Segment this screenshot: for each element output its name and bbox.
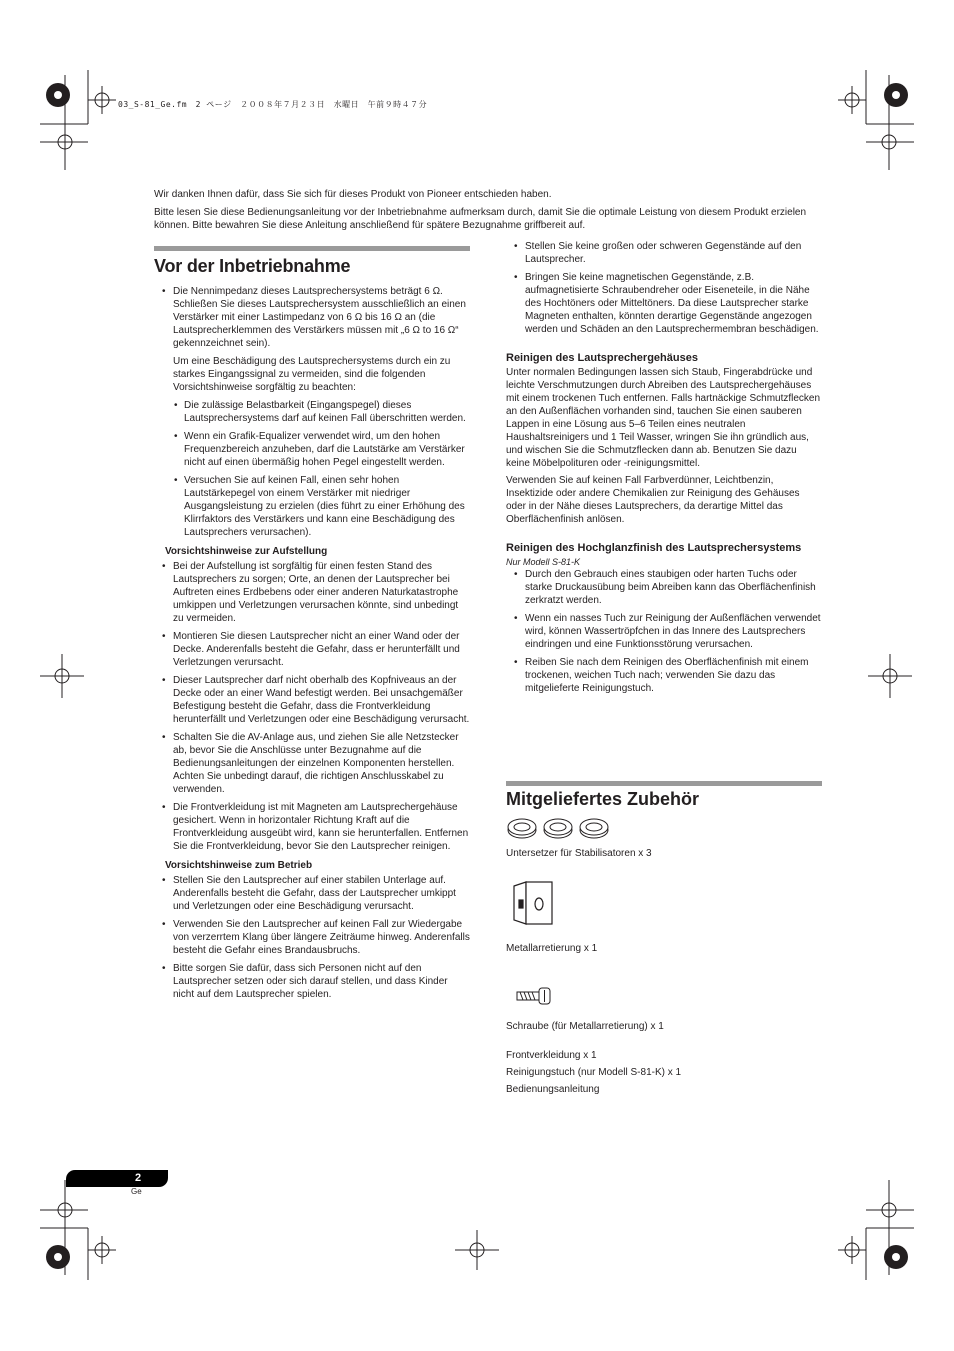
subsection-title: Reinigen des Lautsprechergehäuses xyxy=(506,352,698,364)
right-column xyxy=(506,240,822,700)
accessory-label: Metallarretierung x 1 xyxy=(506,943,598,954)
intro xyxy=(154,188,822,237)
accessory-label: Bedienungsanleitung xyxy=(506,1084,600,1095)
stabilizer-pads-icon xyxy=(506,816,610,840)
list-item: • Verwenden Sie den Lautsprecher auf keinen Fall zur Wiedergabe von verzerrtem Klang über längere Zeiträume hinweg. Anderenfalls besteht die Gefahr eines Brandausbruchs. xyxy=(154,918,470,957)
accessory-label: Frontverkleidung x 1 xyxy=(506,1050,597,1061)
left-column xyxy=(154,246,470,1006)
accessory-label: Reinigungstuch (nur Modell S-81-K) x 1 xyxy=(506,1067,682,1078)
paragraph: Verwenden Sie auf keinen Fall Farbverdünner, Leichtbenzin, Insektizide oder andere Chemikalien zur Reinigung des Gehäuses oder in der Nähe dieses Lautsprechers, da derartige Mittel das Oberflächenfinish anlösen. xyxy=(506,475,800,525)
page-number: 2 xyxy=(134,1172,142,1184)
list-item: • Wenn ein Grafik-Equalizer verwendet wird, um den hohen Frequenzbereich anzuheben, darf die Lautstärke am Verstärker nicht auf einen übermäßig hohen Pegel eingestellt werden. xyxy=(172,430,470,469)
metal-bracket-icon xyxy=(510,880,556,930)
screw-icon xyxy=(515,985,553,1007)
list-item: • Bringen Sie keine magnetischen Gegenstände, z.B. aufmagnetisierte Schraubendreher oder Eiseneteile, in die Nähe des Hochtöners oder Mitteltöners. Da diese Lautsprecher starke Magneten enthalten, könnten derartige Gegenstände angezogen werden und Schäden an den Lautsprechermembran beschädigen. xyxy=(506,271,822,336)
accessory-label: Schraube (für Metallarretierung) x 1 xyxy=(506,1021,664,1032)
model-note: Nur Modell S-81-K xyxy=(506,557,581,567)
section-title: Vor der Inbetriebnahme xyxy=(154,256,351,276)
page-number-tab xyxy=(66,1170,168,1187)
list-item: • Dieser Lautsprecher darf nicht oberhalb des Kopfniveaus an der Decke oder an einer Wand befestigt werden. Bei unsachgemäßer Befestigung besteht die Gefahr, dass die Frontverkleidung herunterfällt und Verletzungen oder eine Beschädigung verursacht. xyxy=(154,674,470,726)
file-info-header: 03_S-81_Ge.fm 2 ページ ２００８年７月２３日 水曜日 午前９時４７分 xyxy=(118,100,428,109)
intro-paragraph: Wir danken Ihnen dafür, dass Sie sich für dieses Produkt von Pioneer entschieden haben. xyxy=(154,189,552,200)
list-item: • Stellen Sie keine großen oder schweren Gegenstände auf den Lautsprecher. xyxy=(506,240,822,266)
section-bar xyxy=(154,246,470,251)
section-title: Mitgeliefertes Zubehör xyxy=(506,789,700,809)
list-item: • Wenn ein nasses Tuch zur Reinigung der Außenflächen verwendet wird, können Wassertröpfchen in das Innere des Lautsprechers eindringen und eine Funktionsstörung verursachen. xyxy=(506,612,822,651)
list-item: • Die Frontverkleidung ist mit Magneten am Lautsprechergehäuse gesichert. Wenn in horizontaler Richtung Kraft auf die Frontverkleidung ausgeübt wird, kann sie herunterfallen. Entfernen Sie die Frontverkleidung, bevor Sie den Lautsprecher reinigen. xyxy=(154,801,470,853)
section-bar xyxy=(506,781,822,786)
list-item: • Montieren Sie diesen Lautsprecher nicht an einer Wand oder der Decke. Anderenfalls besteht die Gefahr, dass er herunterfällt und Verletzungen verursacht. xyxy=(154,630,470,669)
subsection-title: Vorsichtshinweise zum Betrieb xyxy=(165,860,313,871)
list-item: • Durch den Gebrauch eines staubigen oder harten Tuchs oder starke Druckausübung beim Abreiben kann das Oberflächenfinish zerkratzt werden. xyxy=(506,568,822,607)
list-item: • Reiben Sie nach dem Reinigen des Oberflächenfinish mit einem trockenen, weichen Tuch nach; verwenden Sie dazu das mitgelieferte Reinigungstuch. xyxy=(506,656,822,695)
note-paragraph: Um eine Beschädigung des Lautsprechersystems durch ein zu starkes Eingangssignal zu vermeiden, sind die folgenden Vorsichtshinweise sorgfältig zu beachten: xyxy=(173,356,451,393)
subsection-title: Vorsichtshinweise zur Aufstellung xyxy=(165,546,328,557)
list-item: • Schalten Sie die AV-Anlage aus, und ziehen Sie alle Netzstecker ab, bevor Sie die Anschlüsse unter Bezugnahme auf die Bedienungsanleitungen der einzelnen Komponenten herstellen. Achten Sie unbedingt darauf, die richtigen Anschlusskabel zu verwenden. xyxy=(154,731,470,796)
list-item: • Die Nennimpedanz dieses Lautsprechersystems beträgt 6 Ω. Schließen Sie dieses Lautsprechersystem ausschließlich an einen Verstärker mit einer Lastimpedanz von 6 Ω bis 16 Ω an (die Lautsprecherklemmen des Verstärkers müssen mit „6 Ω to 16 Ω“ gekennzeichnet sein). xyxy=(154,285,470,350)
list-item: • Bei der Aufstellung ist sorgfältig für einen festen Stand des Lautsprechers zu sorgen; Orte, an denen der Lautsprecher bei Auftreten eines Erdbebens oder einer anderen Naturkatastrophe umkippen und Verletzungen verursachen könnte, sind unbedingt zu vermeiden. xyxy=(154,560,470,625)
list-item: • Die zulässige Belastbarkeit (Eingangspegel) dieses Lautsprechersystems darf auf keinen Fall überschritten werden. xyxy=(172,399,470,425)
list-item: • Stellen Sie den Lautsprecher auf einer stabilen Unterlage auf. Anderenfalls besteht die Gefahr, dass der Lautsprecher umkippt und Verletzungen oder eine Beschädigung verursacht. xyxy=(154,874,470,913)
accessory-label: Untersetzer für Stabilisatoren x 3 xyxy=(506,848,652,859)
paragraph: Unter normalen Bedingungen lassen sich Staub, Fingerabdrücke und leichte Verschmutzungen durch Abreiben des Lautsprechergehäuses mit einem trockenen Tuch entfernen. Falls hartnäckige Schmutzflecken an den Außenflächen vorhanden sind, tauchen Sie einen sauberen Lappen in eine Lösung aus 5–6 Teilen eines neutralen Haushaltsreinigers und 1 Teil Wasser, wringen Sie ihn gründlich aus, und wischen Sie die Schmutzflecken dann ab. Benutzen Sie dazu keine Möbelpolituren oder -reinigungsmittel. xyxy=(506,367,821,469)
list-item: • Bitte sorgen Sie dafür, dass sich Personen nicht auf den Lautsprecher setzen oder sich darauf stellen, und dass Kinder nicht auf dem Lautsprecher spielen. xyxy=(154,962,470,1001)
language-code: Ge xyxy=(131,1187,142,1196)
subsection-title: Reinigen des Hochglanzfinish des Lautsprechersystems xyxy=(506,542,802,554)
list-item: • Versuchen Sie auf keinen Fall, einen sehr hohen Lautstärkepegel von einem Verstärker mit niedriger Ausgangsleistung zu erzielen (dies führt zu einer Erhöhung des Klirrfaktors des Verstärkers und kann eine Beschädigung des Lautsprechers verursachen). xyxy=(172,474,470,539)
intro-paragraph: Bitte lesen Sie diese Bedienungsanleitung vor der Inbetriebnahme aufmerksam durch, damit Sie die optimale Leistung von diesem Produkt erzielen können. Bitte bewahren Sie diese Anleitung anschließend für spätere Bezugnahme griffbereit auf. xyxy=(154,207,807,231)
